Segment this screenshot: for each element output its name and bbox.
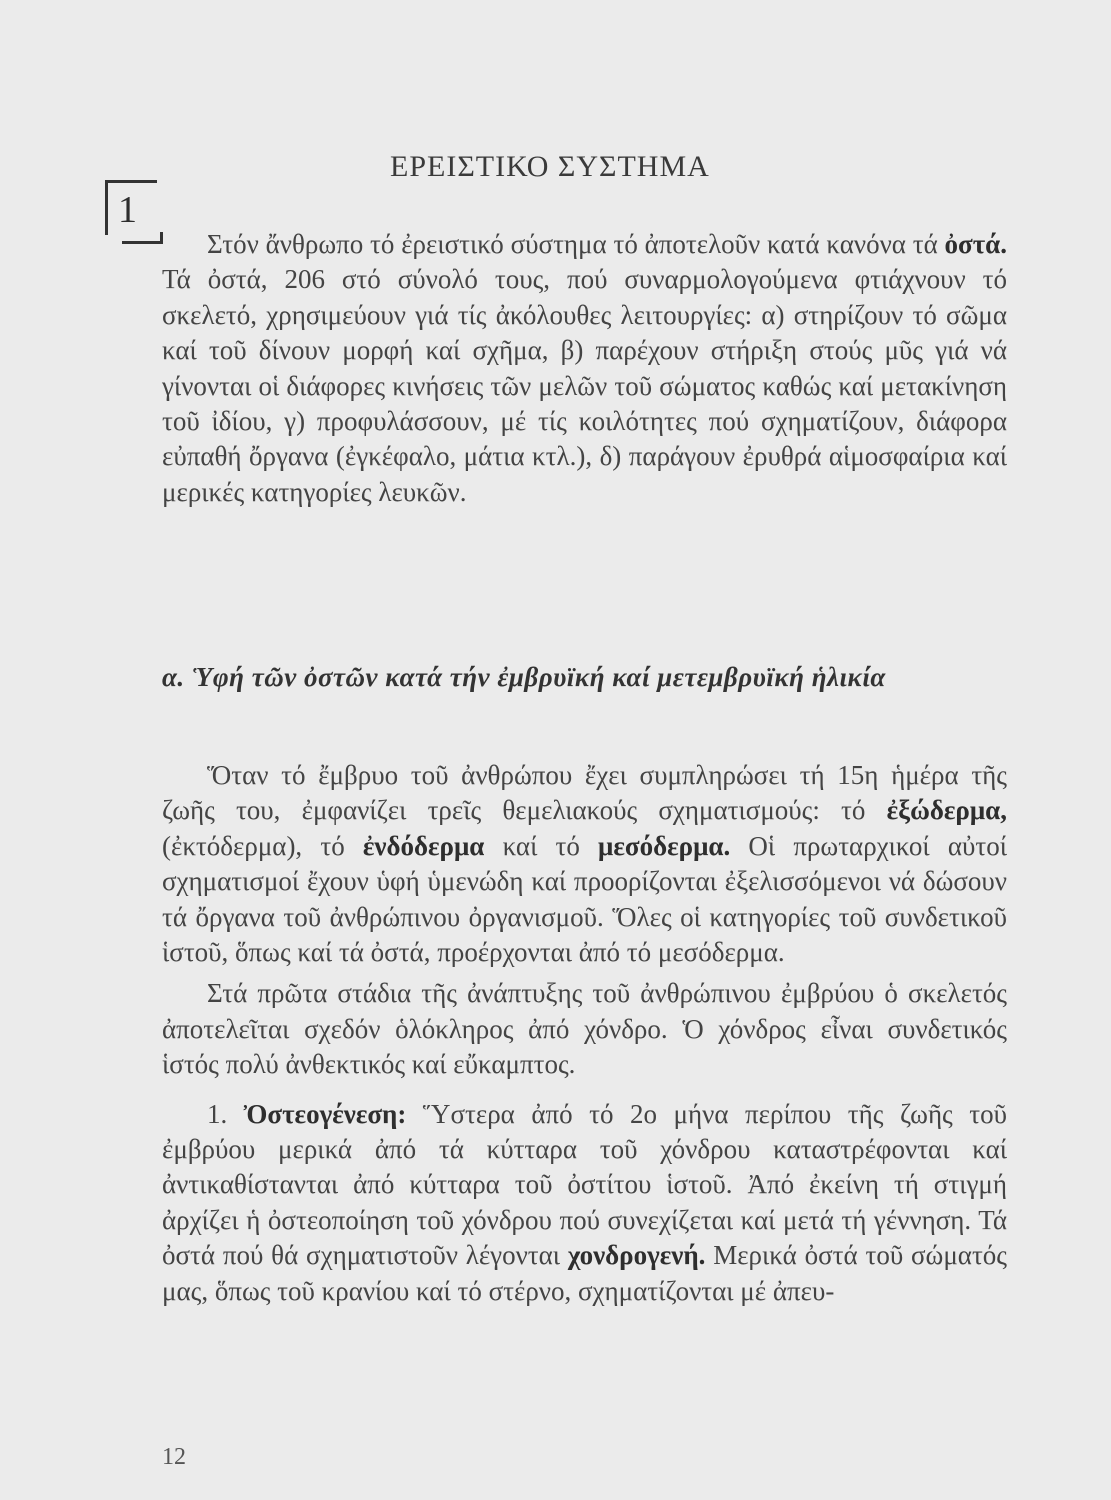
term-mesoderma: μεσόδερμα.: [598, 830, 731, 861]
para3-number: 1.: [207, 1098, 244, 1129]
para2-text: Στά πρῶτα στάδια τῆς ἀνάπτυξης τοῦ ἀνθρώπινου ἐμβρύου ὁ σκελετός ἀποτελεῖται σχεδόν ὁλόκληρος ἀπό χόνδρο. Ὁ χόνδρος εἶναι συνδετικός ἱστός πολύ ἀνθεκτικός καί εὔκαμπτος.: [162, 978, 1007, 1080]
intro-text-2: Τά ὀστά, 206 στό σύνολό τους, πού συναρμολογούμενα φτιάχνουν τό σκελετό, χρησιμεύουν γιά τίς ἀκόλουθες λειτουργίες: α) στηρίζουν τό σῶμα καί τοῦ δίνουν μορφή καί σχῆμα, β) παρέχουν στήριξη στούς μῦς γιά νά γίνονται οἱ διάφορες κινήσεις τῶν μελῶν τοῦ σώματος καθώς καί μετακίνηση τοῦ ἰδίου, γ) προφυλάσσουν, μέ τίς κοιλότητες πού σχηματίζουν, διάφορα εὐπαθή ὄργανα (ἐγκέφαλο, μάτια κτλ.), δ) παράγουν ἐρυθρά αἱμοσφαίρια καί μερικές κατηγορίες λευκῶν.: [162, 264, 1007, 507]
para1-text-3: καί τό: [484, 830, 599, 861]
para1-text-4: Οἱ πρωταρχικοί αὐτοί σχηματισμοί ἔχουν ὑφή ὑμενώδη καί προορίζονται ἐξελισσόμενοι νά δώσουν τά ὄργανα τοῦ ἀνθρώπινου ὀργανισμοῦ. Ὅλες οἱ κατηγορίες τοῦ συνδετικοῦ ἱστοῦ, ὅπως καί τά ὀστά, προέρχονται ἀπό τό μεσόδερμα.: [162, 830, 1007, 968]
page-number: 12: [162, 1444, 186, 1470]
chapter-title: ΕΡΕΙΣΤΙΚΟ ΣΥΣΤΗΜΑ: [390, 150, 710, 183]
paragraph-germ-layers: [162, 758, 1007, 970]
term-osteogenesis: Ὀστεογένεση:: [243, 1098, 407, 1129]
term-osta: ὀστά.: [944, 229, 1007, 259]
para3-text-2: Μερικά ὀστά τοῦ σώματός μας, ὅπως τοῦ κρανίου καί τό στέρνο, σχηματίζονται μέ ἀπευ-: [162, 1240, 1007, 1306]
para1-text-1: Ὅταν τό ἔμβρυο τοῦ ἀνθρώπου ἔχει συμπληρώσει τή 15η ἡμέρα τῆς ζωῆς του, ἐμφανίζει τρεῖς θεμελιακούς σχηματισμούς: τό: [162, 760, 1007, 826]
body-paragraph-block: [162, 758, 1007, 1309]
term-exoderma: ἐξώδερμα,: [886, 795, 1007, 826]
term-endoderma: ἐνδόδερμα: [362, 830, 485, 861]
chapter-number: 1: [118, 189, 137, 231]
intro-paragraph-block: [162, 227, 1007, 510]
intro-text-1: Στόν ἄνθρωπο τό ἐρειστικό σύστημα τό ἀποτελοῦν κατά κανόνα τά: [207, 229, 945, 259]
term-chondrogeni: χονδρογενή.: [567, 1240, 706, 1271]
intro-paragraph: [162, 227, 1007, 510]
para3-text-1: Ὕστερα ἀπό τό 2ο μήνα περίπου τῆς ζωῆς τοῦ ἐμβρύου μερικά ἀπό τά κύτταρα τοῦ χόνδρου καταστρέφονται καί ἀντικαθίστανται ἀπό κύτταρα τοῦ ὀστίτου ἱστοῦ. Ἀπό ἐκείνη τή στιγμή ἀρχίζει ἡ ὀστεοποίηση τοῦ χόνδρου πού συνεχίζεται καί μετά τή γέννηση. Τά ὀστά πού θά σχηματιστοῦν λέγονται: [162, 1098, 1007, 1271]
section-heading: α. Ὑφή τῶν ὀστῶν κατά τήν ἐμβρυϊκή καί μετεμβρυϊκή ἡλικία: [162, 662, 886, 692]
paragraph-osteogenesis: [162, 1097, 1007, 1309]
paragraph-cartilage: [162, 976, 1007, 1082]
para1-text-2: (ἐκτόδερμα), τό: [162, 830, 363, 861]
